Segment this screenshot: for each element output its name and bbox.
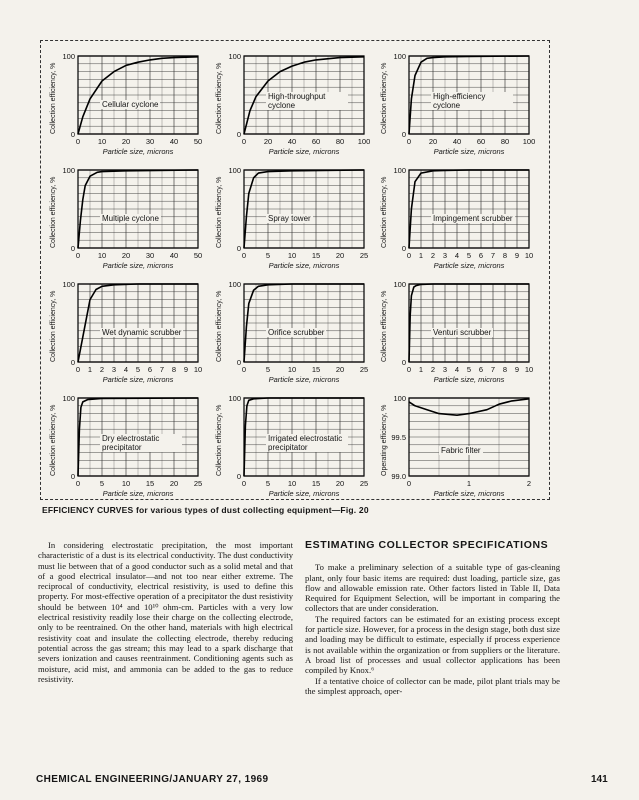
x-tick-label: 0 bbox=[75, 479, 81, 488]
x-axis-label: Particle size, microns bbox=[102, 375, 174, 384]
y-tick-label: 0 bbox=[236, 130, 241, 139]
efficiency-chart-panel bbox=[46, 276, 206, 394]
x-axis-label: Particle size, microns bbox=[433, 489, 505, 498]
collector-type-label: Wet dynamic scrubber bbox=[102, 328, 182, 337]
x-tick-label: 15 bbox=[311, 479, 321, 488]
x-tick-label: 15 bbox=[311, 365, 321, 374]
y-tick-label: 100 bbox=[393, 166, 406, 175]
y-tick-label: 99.5 bbox=[391, 433, 406, 442]
y-axis-label: Collection efficiency, % bbox=[381, 176, 388, 248]
x-tick-label: 10 bbox=[287, 365, 297, 374]
y-tick-label: 100 bbox=[393, 280, 406, 289]
x-axis-label: Particle size, microns bbox=[102, 261, 174, 270]
x-tick-label: 7 bbox=[159, 365, 165, 374]
x-tick-label: 10 bbox=[287, 479, 297, 488]
y-axis-label: Operating efficiency, % bbox=[381, 404, 388, 476]
y-tick-label: 0 bbox=[401, 358, 406, 367]
x-tick-label: 3 bbox=[111, 365, 117, 374]
x-axis-label: Particle size, microns bbox=[268, 261, 340, 270]
body-paragraph: To make a preliminary selection of a suitable type of gas-cleaning plant, only four basic items are required: dust loading, particle size, gas flow and allowable emission rate. Other factors listed in Table II, Data Required for Equipment Selection, will be important in comparing the collectors that are under consideration. bbox=[305, 562, 560, 614]
x-axis-label: Particle size, microns bbox=[433, 261, 505, 270]
x-tick-label: 40 bbox=[452, 137, 462, 146]
y-axis-label: Collection efficiency, % bbox=[50, 404, 57, 476]
x-tick-label: 30 bbox=[145, 251, 155, 260]
y-axis-label: Collection efficiency, % bbox=[216, 290, 223, 362]
x-tick-label: 5 bbox=[265, 365, 271, 374]
collector-type-label: Orifice scrubber bbox=[268, 328, 325, 337]
y-tick-label: 99.0 bbox=[391, 472, 406, 481]
efficiency-chart-panel bbox=[212, 162, 372, 280]
x-tick-label: 6 bbox=[147, 365, 153, 374]
x-tick-label: 100 bbox=[357, 137, 371, 146]
x-tick-label: 5 bbox=[265, 251, 271, 260]
y-axis-label: Collection efficiency, % bbox=[381, 290, 388, 362]
x-axis-label: Particle size, microns bbox=[433, 147, 505, 156]
collector-type-label: High-throughput cyclone bbox=[266, 92, 348, 110]
x-axis-label: Particle size, microns bbox=[433, 375, 505, 384]
y-tick-label: 0 bbox=[70, 130, 75, 139]
y-tick-label: 100 bbox=[228, 166, 241, 175]
page-number: 141 bbox=[591, 774, 608, 785]
x-tick-label: 4 bbox=[123, 365, 129, 374]
x-tick-label: 40 bbox=[169, 137, 179, 146]
x-tick-label: 40 bbox=[287, 137, 297, 146]
x-axis-label: Particle size, microns bbox=[268, 375, 340, 384]
x-tick-label: 80 bbox=[500, 137, 510, 146]
left-text-column bbox=[38, 540, 293, 684]
x-tick-label: 5 bbox=[135, 365, 141, 374]
figure-caption: EFFICIENCY CURVES for various types of dust collecting equipment—Fig. 20 bbox=[42, 505, 369, 515]
x-tick-label: 9 bbox=[514, 365, 520, 374]
y-tick-label: 100 bbox=[62, 280, 75, 289]
collector-type-label: Fabric filter bbox=[441, 446, 481, 455]
x-tick-label: 2 bbox=[99, 365, 105, 374]
x-tick-label: 10 bbox=[287, 251, 297, 260]
x-tick-label: 0 bbox=[75, 251, 81, 260]
x-tick-label: 20 bbox=[169, 479, 179, 488]
efficiency-chart-panel bbox=[377, 48, 537, 166]
x-tick-label: 9 bbox=[514, 251, 520, 260]
y-tick-label: 0 bbox=[70, 358, 75, 367]
x-tick-label: 10 bbox=[97, 137, 107, 146]
x-tick-label: 50 bbox=[193, 251, 203, 260]
collector-type-label: Venturi scrubber bbox=[433, 328, 492, 337]
x-tick-label: 1 bbox=[418, 365, 424, 374]
x-tick-label: 0 bbox=[406, 137, 412, 146]
x-tick-label: 5 bbox=[466, 251, 472, 260]
x-tick-label: 20 bbox=[335, 479, 345, 488]
x-tick-label: 6 bbox=[478, 251, 484, 260]
y-tick-label: 100 bbox=[62, 166, 75, 175]
y-axis-label: Collection efficiency, % bbox=[50, 62, 57, 134]
x-tick-label: 5 bbox=[99, 479, 105, 488]
x-tick-label: 3 bbox=[442, 365, 448, 374]
collector-type-label: Impingement scrubber bbox=[433, 214, 513, 223]
efficiency-chart-panel bbox=[46, 390, 206, 508]
x-tick-label: 60 bbox=[311, 137, 321, 146]
x-tick-label: 6 bbox=[478, 365, 484, 374]
y-axis-label: Collection efficiency, % bbox=[50, 290, 57, 362]
x-tick-label: 10 bbox=[121, 479, 131, 488]
x-axis-label: Particle size, microns bbox=[102, 147, 174, 156]
x-tick-label: 50 bbox=[193, 137, 203, 146]
x-tick-label: 0 bbox=[406, 479, 412, 488]
journal-footer: CHEMICAL ENGINEERING/JANUARY 27, 1969 bbox=[36, 774, 269, 785]
x-tick-label: 25 bbox=[193, 479, 203, 488]
body-paragraph: In considering electrostatic precipitation, the most important characteristic of a dust is its electrical conductivity. The dust conductivity must lie between that of a good conductor such as a solid metal and that of a good electrical insulator—and not too near either extreme. The reciprocal of conductivity, electrical resistivity, is used to define this property. For most-effective operation of a precipitator the dust resistivity should be between 10⁴ and 10¹⁰ ohm-cm. Particles with a very low electrical resistivity readily lose their charge on the collecting electrode, only to be reentrained. On the other hand, materials with high electrical resistivity coat and insulate the collecting electrode, thereby reducing potential across the gas stream; this may lead to a spark discharge that severs ionization and causes reentrainment. Conditioning agents such as moisture, acid mist, and ammonia can be added to the gas to reduce resistivity. bbox=[38, 540, 293, 684]
collector-type-label: Dry electrostatic precipitator bbox=[100, 434, 182, 452]
y-tick-label: 0 bbox=[236, 358, 241, 367]
y-tick-label: 100 bbox=[228, 52, 241, 61]
x-tick-label: 40 bbox=[169, 251, 179, 260]
efficiency-chart-panel bbox=[377, 276, 537, 394]
collector-type-label: High-efficiency cyclone bbox=[431, 92, 513, 110]
x-tick-label: 0 bbox=[241, 137, 247, 146]
x-tick-label: 0 bbox=[406, 251, 412, 260]
y-tick-label: 100 bbox=[62, 394, 75, 403]
x-tick-label: 20 bbox=[121, 137, 131, 146]
x-tick-label: 8 bbox=[502, 365, 508, 374]
x-tick-label: 3 bbox=[442, 251, 448, 260]
x-tick-label: 7 bbox=[490, 365, 496, 374]
x-tick-label: 1 bbox=[466, 479, 472, 488]
x-tick-label: 25 bbox=[359, 479, 369, 488]
collector-type-label: Cellular cyclone bbox=[102, 100, 159, 109]
x-tick-label: 1 bbox=[87, 365, 93, 374]
y-tick-label: 0 bbox=[236, 472, 241, 481]
collector-type-label: Spray tower bbox=[268, 214, 311, 223]
x-tick-label: 15 bbox=[145, 479, 155, 488]
x-tick-label: 1 bbox=[418, 251, 424, 260]
x-axis-label: Particle size, microns bbox=[268, 147, 340, 156]
y-axis-label: Collection efficiency, % bbox=[216, 404, 223, 476]
efficiency-chart-panel bbox=[212, 276, 372, 394]
x-tick-label: 80 bbox=[335, 137, 345, 146]
x-tick-label: 8 bbox=[171, 365, 177, 374]
x-tick-label: 20 bbox=[121, 251, 131, 260]
right-text-column bbox=[305, 540, 560, 696]
y-tick-label: 100 bbox=[393, 52, 406, 61]
y-axis-label: Collection efficiency, % bbox=[50, 176, 57, 248]
x-tick-label: 20 bbox=[335, 365, 345, 374]
x-tick-label: 9 bbox=[183, 365, 189, 374]
x-tick-label: 20 bbox=[335, 251, 345, 260]
x-tick-label: 0 bbox=[75, 137, 81, 146]
x-tick-label: 25 bbox=[359, 251, 369, 260]
efficiency-chart-panel bbox=[212, 48, 372, 166]
x-axis-label: Particle size, microns bbox=[268, 489, 340, 498]
x-tick-label: 8 bbox=[502, 251, 508, 260]
x-tick-label: 4 bbox=[454, 251, 460, 260]
x-tick-label: 5 bbox=[265, 479, 271, 488]
x-tick-label: 100 bbox=[522, 137, 536, 146]
x-tick-label: 60 bbox=[476, 137, 486, 146]
efficiency-chart-panel bbox=[212, 390, 372, 508]
x-tick-label: 0 bbox=[241, 251, 247, 260]
x-tick-label: 0 bbox=[241, 365, 247, 374]
x-tick-label: 0 bbox=[406, 365, 412, 374]
y-axis-label: Collection efficiency, % bbox=[216, 62, 223, 134]
x-tick-label: 30 bbox=[145, 137, 155, 146]
x-tick-label: 5 bbox=[466, 365, 472, 374]
x-tick-label: 2 bbox=[430, 365, 436, 374]
y-tick-label: 0 bbox=[70, 472, 75, 481]
x-tick-label: 10 bbox=[97, 251, 107, 260]
x-tick-label: 15 bbox=[311, 251, 321, 260]
x-axis-label: Particle size, microns bbox=[102, 489, 174, 498]
body-paragraph: The required factors can be estimated for an existing process except for particle size. However, for a process in the design stage, both dust size and loading may be difficult to estimate, especially if process experience is not available within the organization or from suppliers or the literature. A broad list of processes and usual collector applications has been compiled by Knox.⁶ bbox=[305, 613, 560, 676]
y-axis-label: Collection efficiency, % bbox=[216, 176, 223, 248]
x-tick-label: 2 bbox=[526, 479, 532, 488]
efficiency-chart-panel bbox=[377, 390, 537, 508]
y-tick-label: 100 bbox=[228, 394, 241, 403]
x-tick-label: 25 bbox=[359, 365, 369, 374]
x-tick-label: 0 bbox=[75, 365, 81, 374]
x-tick-label: 10 bbox=[524, 365, 534, 374]
y-axis-label: Collection efficiency, % bbox=[381, 62, 388, 134]
collector-type-label: Irrigated electrostatic precipitator bbox=[266, 434, 348, 452]
x-tick-label: 2 bbox=[430, 251, 436, 260]
efficiency-chart-panel bbox=[46, 48, 206, 166]
x-tick-label: 20 bbox=[263, 137, 273, 146]
y-tick-label: 0 bbox=[70, 244, 75, 253]
y-tick-label: 100 bbox=[62, 52, 75, 61]
x-tick-label: 0 bbox=[241, 479, 247, 488]
x-tick-label: 4 bbox=[454, 365, 460, 374]
y-tick-label: 100 bbox=[228, 280, 241, 289]
y-tick-label: 100 bbox=[393, 394, 406, 403]
x-tick-label: 7 bbox=[490, 251, 496, 260]
y-tick-label: 0 bbox=[401, 244, 406, 253]
body-paragraph: If a tentative choice of collector can be made, pilot plant trials may be the simplest approach, oper- bbox=[305, 675, 560, 696]
x-tick-label: 10 bbox=[193, 365, 203, 374]
efficiency-chart-panel bbox=[377, 162, 537, 280]
y-tick-label: 0 bbox=[401, 130, 406, 139]
efficiency-chart-panel bbox=[46, 162, 206, 280]
section-heading: ESTIMATING COLLECTOR SPECIFICATIONS bbox=[305, 539, 549, 551]
x-tick-label: 10 bbox=[524, 251, 534, 260]
y-tick-label: 0 bbox=[236, 244, 241, 253]
x-tick-label: 20 bbox=[428, 137, 438, 146]
collector-type-label: Multiple cyclone bbox=[102, 214, 159, 223]
